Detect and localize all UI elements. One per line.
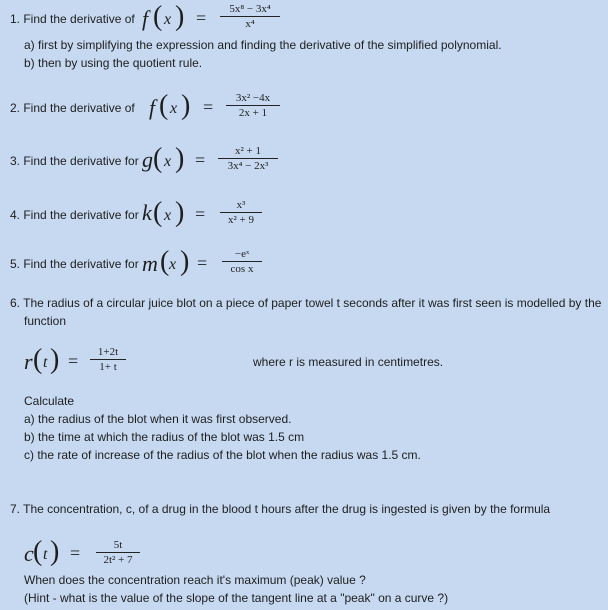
q7-line-1: 7. The concentration, c, of a drug in the blood t hours after the drug is ingested is given by the formula: [10, 502, 551, 516]
q5-close-paren: ): [180, 246, 190, 277]
q1-prefix: 1. Find the derivative of: [10, 12, 135, 26]
q5-prefix: 5. Find the derivative for: [10, 257, 139, 271]
q5-denominator: cos x: [230, 263, 254, 275]
q3-close-paren: ): [175, 143, 185, 174]
q4-variable: x: [164, 207, 172, 224]
q7-hint: (Hint - what is the value of the slope of the tangent line at a "peak" on a curve ?): [24, 591, 449, 605]
q1-function-name: f: [142, 6, 149, 31]
q3-denominator: 3x⁴ − 2x³: [227, 160, 269, 172]
q7-denominator: 2t² + 7: [103, 554, 133, 566]
q1-open-paren: (: [153, 1, 163, 32]
q3-variable: x: [164, 153, 172, 170]
q1-close-paren: ): [175, 1, 185, 32]
q5-fraction: [222, 248, 262, 275]
q2-close-paren: ): [181, 90, 191, 121]
q6-calculate-label: Calculate: [24, 394, 75, 408]
q3-equals: =: [195, 150, 206, 170]
q6-line-2: function: [24, 314, 67, 328]
q6-denominator: 1+ t: [99, 361, 117, 373]
q6-function-name: r: [24, 349, 33, 374]
q4-open-paren: (: [153, 197, 163, 228]
q2-fraction: [226, 92, 280, 119]
q5-equals: =: [197, 253, 208, 273]
q7-numerator: 5t: [113, 539, 123, 551]
q7-close-paren: ): [50, 536, 60, 567]
q4-prefix: 4. Find the derivative for: [10, 208, 139, 222]
q7-open-paren: (: [33, 536, 43, 567]
q3-fraction: [218, 145, 278, 172]
q6-equals: =: [68, 351, 79, 371]
q5-function-name: m: [142, 251, 158, 276]
q6-part-a: a) the radius of the blot when it was first observed.: [24, 412, 292, 426]
q5-open-paren: (: [160, 246, 170, 277]
q4-close-paren: ): [175, 197, 185, 228]
q2-equals: =: [203, 97, 214, 117]
q6-numerator: 1+2t: [97, 346, 119, 358]
q6-unit-note: where r is measured in centimetres.: [253, 355, 444, 369]
q2-function-name: f: [149, 95, 156, 120]
q2-variable: x: [170, 100, 178, 117]
q3-numerator: x² + 1: [234, 145, 261, 157]
q3-prefix: 3. Find the derivative for: [10, 154, 139, 168]
q3-open-paren: (: [153, 143, 163, 174]
q6-part-b: b) the time at which the radius of the blot was 1.5 cm: [24, 430, 305, 444]
q2-prefix: 2. Find the derivative of: [10, 101, 135, 115]
q7-variable: t: [43, 546, 48, 563]
q2-denominator: 2x + 1: [238, 107, 268, 119]
q1-variable: x: [164, 11, 172, 28]
q1-part-b: b) then by using the quotient rule.: [24, 56, 203, 70]
q1-equals: =: [196, 8, 207, 28]
q1-denominator: x⁴: [245, 18, 255, 30]
q5-numerator: −eˣ: [234, 248, 250, 260]
q4-fraction: [220, 199, 262, 226]
q3-function-name: g: [142, 147, 153, 172]
q6-line-1: 6. The radius of a circular juice blot on a piece of paper towel t seconds after it was first seen is modelled by the: [10, 296, 602, 310]
q7-function-name: c: [24, 541, 34, 566]
q1-fraction: [220, 3, 280, 30]
q4-equals: =: [195, 204, 206, 224]
q6-close-paren: ): [50, 344, 60, 375]
q4-numerator: x³: [236, 199, 246, 211]
q7-question: When does the concentration reach it's maximum (peak) value ?: [24, 573, 366, 587]
q5-variable: x: [169, 256, 177, 273]
q7-fraction: [96, 539, 140, 566]
q4-denominator: x² + 9: [227, 214, 254, 226]
q1-part-a: a) first by simplifying the expression and finding the derivative of the simplified polynomial.: [24, 38, 502, 52]
q7-equals: =: [70, 543, 81, 563]
q2-open-paren: (: [159, 90, 169, 121]
q4-function-name: k: [142, 200, 152, 225]
q6-variable: t: [43, 354, 48, 371]
q6-open-paren: (: [33, 344, 43, 375]
q6-part-c: c) the rate of increase of the radius of the blot when the radius was 1.5 cm.: [24, 448, 421, 462]
q1-numerator: 5x⁸ − 3x⁴: [229, 3, 271, 15]
q6-fraction: [90, 346, 126, 373]
q2-numerator: 3x² −4x: [235, 92, 271, 104]
